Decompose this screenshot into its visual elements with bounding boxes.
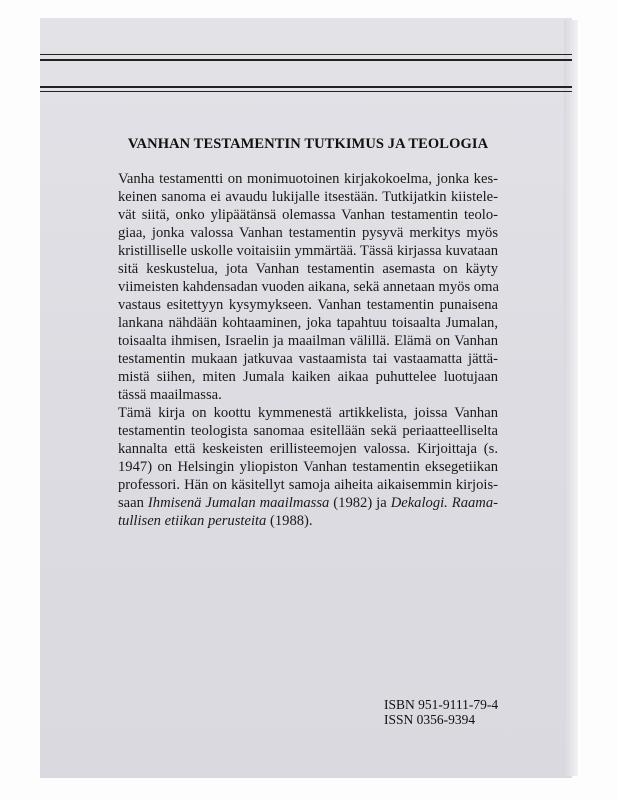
italic-book-title: Dekalogi. Raama- (390, 495, 498, 511)
text-segment: testamentin mukaan jatkuvaa vastaamista tai vastaamatta jättä- (118, 351, 498, 367)
text-segment: keinen sanoma ei avaudu lukijalle itsestään. Tutkijatkin kiistele- (118, 189, 498, 205)
text-segment: (1982) ja (329, 495, 391, 511)
text-line (118, 440, 498, 458)
bottom-rule-thin (40, 91, 572, 92)
text-line (118, 512, 498, 530)
text-segment: toisaalta ihmisen, Israelin ja maailman välillä. Elämä on Vanhan (118, 333, 498, 349)
text-segment: lankana nähdään kohtaaminen, joka tapahtuu toisaalta Jumalan, (118, 315, 498, 331)
text-line (118, 224, 498, 242)
text-line (118, 476, 498, 494)
cover-edge (564, 20, 578, 776)
text-line (118, 260, 498, 278)
bottom-rule-thick (40, 86, 572, 88)
text-line (118, 314, 498, 332)
text-line (118, 494, 498, 512)
text-segment: professori. Hän on käsitellyt samoja aiheita aikaisemmin kirjois- (118, 477, 498, 493)
issn: ISSN 0356-9394 (384, 712, 476, 727)
text-segment: kannalta että keskeisten erillisteemojen valossa. Kirjoittaja (s. (118, 441, 498, 457)
text-segment: kristilliselle uskolle voitaisiin ymmärtää. Tässä kirjassa kuvataan (118, 243, 498, 259)
text-segment: 1947) on Helsingin yliopiston Vanhan testamentin eksegetiikan (118, 459, 498, 475)
text-segment: vastaus esitettyyn kysymykseen. Vanhan testamentin punaisena (118, 297, 498, 313)
top-rule-thin (40, 54, 572, 55)
italic-book-title: tullisen etiikan perusteita (118, 513, 267, 529)
italic-book-title: Ihmisenä Jumalan maailmassa (147, 495, 330, 511)
text-line (118, 188, 498, 206)
isbn: ISBN 951-9111-79-4 (384, 697, 499, 712)
text-line (118, 458, 498, 476)
text-segment: sitä keskustelua, jota Vanhan testamentin asemasta on käyty (118, 261, 498, 277)
text-segment: (1988). (266, 513, 313, 529)
top-rule-thick (40, 59, 572, 61)
text-segment: tässä maailmassa. (118, 387, 222, 403)
text-segment: viimeisten kahdensadan vuoden aikana, sekä annetaan myös oma (118, 279, 499, 295)
text-line (118, 404, 498, 422)
text-line (118, 296, 498, 314)
text-line (118, 386, 498, 404)
text-segment: mistä siihen, miten Jumala kaiken aikaa puhuttelee luotujaan (118, 369, 498, 385)
text-line (118, 332, 498, 350)
text-line (118, 206, 498, 224)
text-line (118, 242, 498, 260)
text-segment: testamentin teologista sanomaa esitellään sekä periaatteelliselta (118, 423, 498, 439)
text-line (118, 422, 498, 440)
blurb-text (118, 170, 498, 530)
text-segment: Tämä kirja on koottu kymmenestä artikkelista, joissa Vanhan (118, 405, 498, 421)
text-line (118, 170, 498, 188)
text-segment: saan (118, 495, 148, 511)
text-line (118, 350, 498, 368)
text-line (118, 368, 498, 386)
text-segment: giaa, jonka valossa Vanhan testamentin pysyvä merkitys myös (118, 225, 498, 241)
book-title: VANHAN TESTAMENTIN TUTKIMUS JA TEOLOGIA (127, 136, 489, 152)
identifiers (384, 697, 498, 727)
text-segment: Vanha testamentti on monimuotoinen kirjakokoelma, jonka kes- (118, 171, 498, 187)
text-line (118, 278, 498, 296)
text-segment: vät siitä, onko ylipäätänsä olemassa Vanhan testamentin teolo- (118, 207, 498, 223)
